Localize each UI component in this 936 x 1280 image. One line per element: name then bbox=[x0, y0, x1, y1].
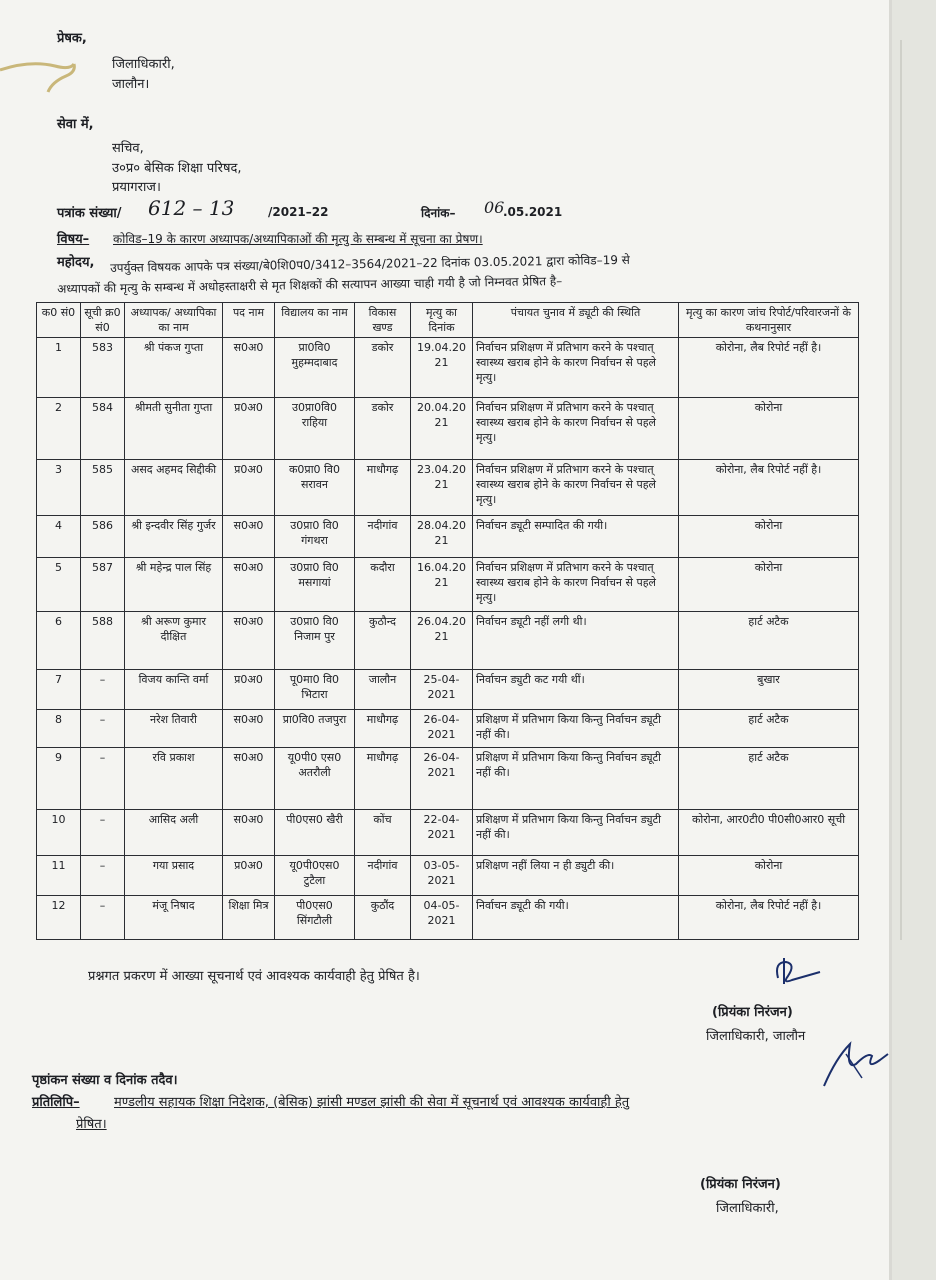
cell-teacher-name: श्री अरूण कुमार दीक्षित bbox=[125, 612, 223, 670]
cell-school: पी0एस0 सिंगटौली bbox=[275, 896, 355, 940]
cell-teacher-name: विजय कान्ति वर्मा bbox=[125, 670, 223, 710]
recipient-label: सेवा में, bbox=[57, 117, 94, 132]
table-header-row bbox=[37, 303, 859, 338]
teacher-death-table bbox=[36, 302, 859, 940]
cell-duty-status: प्रशिक्षण में प्रतिभाग किया किन्तु निर्वाचन ड्यूटी नहीं की। bbox=[473, 748, 679, 810]
header-sno: क0 सं0 bbox=[37, 303, 81, 338]
cell-cause: कोरोना, लैब रिपोर्ट नहीं है। bbox=[679, 460, 859, 516]
cell-teacher-name: नरेश तिवारी bbox=[125, 710, 223, 748]
table-row bbox=[37, 398, 859, 460]
cell-duty-status: प्रशिक्षण में प्रतिभाग किया किन्तु निर्वाचन ड्युटी नहीं की। bbox=[473, 810, 679, 856]
cell-post: प्र0अ0 bbox=[223, 856, 275, 896]
subject-text: कोविड–19 के कारण अध्यापक/अध्यापिकाओं की मृत्यु के सम्बन्ध में सूचना का प्रेषण। bbox=[113, 232, 483, 246]
cell-death-date: 26-04-2021 bbox=[411, 710, 473, 748]
cell-list-no: 586 bbox=[81, 516, 125, 558]
cell-sno: 8 bbox=[37, 710, 81, 748]
cell-death-date: 20.04.2021 bbox=[411, 398, 473, 460]
cell-sno: 10 bbox=[37, 810, 81, 856]
cell-death-date: 03-05-2021 bbox=[411, 856, 473, 896]
cell-block: कोंच bbox=[355, 810, 411, 856]
sender-label: प्रेषक, bbox=[57, 31, 87, 46]
reference-year: /2021–22 bbox=[268, 205, 329, 219]
cell-post: प्र0अ0 bbox=[223, 460, 275, 516]
binding-string bbox=[0, 56, 80, 96]
cell-school: पू0मा0 वि0 भिटारा bbox=[275, 670, 355, 710]
reference-label: पत्रांक संख्या/ bbox=[57, 206, 122, 221]
recipient-line1: सचिव, bbox=[112, 141, 144, 156]
header-death-date: मृत्यु का दिनांक bbox=[411, 303, 473, 338]
cell-block: डकोर bbox=[355, 338, 411, 398]
cell-list-no: – bbox=[81, 856, 125, 896]
cell-list-no: 588 bbox=[81, 612, 125, 670]
cell-sno: 4 bbox=[37, 516, 81, 558]
date-handwritten: 06 bbox=[484, 198, 505, 217]
cell-school: उ0प्रा0वि0 राहिया bbox=[275, 398, 355, 460]
cell-cause: कोरोना bbox=[679, 516, 859, 558]
cell-block: माधौगढ़ bbox=[355, 748, 411, 810]
cell-cause: बुखार bbox=[679, 670, 859, 710]
cell-cause: कोरोना, लैब रिपोर्ट नहीं है। bbox=[679, 338, 859, 398]
intro-line2: अध्यापकों की मृत्यु के सम्बन्ध में अधोहस्ताक्षरी से मृत शिक्षकों की सत्यापन आख्या चाही गयी है जो निम्नवत प्रेषित है– bbox=[57, 274, 563, 296]
subject-label: विषय– bbox=[57, 232, 90, 247]
cell-list-no: 585 bbox=[81, 460, 125, 516]
cell-duty-status: निर्वाचन ड्यूटी सम्पादित की गयी। bbox=[473, 516, 679, 558]
cell-duty-status: निर्वाचन ड्युटी कट गयी थीं। bbox=[473, 670, 679, 710]
cell-sno: 5 bbox=[37, 558, 81, 612]
cell-death-date: 28.04.2021 bbox=[411, 516, 473, 558]
table-row bbox=[37, 516, 859, 558]
cell-list-no: – bbox=[81, 670, 125, 710]
cell-school: क0प्रा0 वि0 सरावन bbox=[275, 460, 355, 516]
table-row bbox=[37, 896, 859, 940]
cell-duty-status: निर्वाचन प्रशिक्षण में प्रतिभाग करने के पश्चात् स्वास्थ्य खराब होने के कारण निर्वाचन से पहले मृत्यु। bbox=[473, 460, 679, 516]
closing-line: प्रश्नगत प्रकरण में आख्या सूचनार्थ एवं आवश्यक कार्यवाही हेतु प्रेषित है। bbox=[88, 969, 420, 984]
cell-duty-status: निर्वाचन ड्यूटी की गयी। bbox=[473, 896, 679, 940]
header-list-no: सूची क्र0 सं0 bbox=[81, 303, 125, 338]
cell-school: यू0पी0 एस0 अतरौली bbox=[275, 748, 355, 810]
cell-post: स0अ0 bbox=[223, 516, 275, 558]
cell-block: नदीगांव bbox=[355, 856, 411, 896]
cell-list-no: 587 bbox=[81, 558, 125, 612]
cell-teacher-name: गया प्रसाद bbox=[125, 856, 223, 896]
header-duty-status: पंचायत चुनाव में ड्यूटी की स्थिति bbox=[473, 303, 679, 338]
cell-teacher-name: श्रीमती सुनीता गुप्ता bbox=[125, 398, 223, 460]
cell-school: प्रा0वि0 मुहम्मदाबाद bbox=[275, 338, 355, 398]
table-row bbox=[37, 338, 859, 398]
table-row bbox=[37, 612, 859, 670]
cell-cause: हार्ट अटैक bbox=[679, 748, 859, 810]
signature1-designation: जिलाधिकारी, जालौन bbox=[706, 1029, 806, 1044]
cell-block: माधौगढ़ bbox=[355, 710, 411, 748]
cell-sno: 7 bbox=[37, 670, 81, 710]
signature-scribble-1 bbox=[770, 956, 830, 988]
cell-cause: हार्ट अटैक bbox=[679, 612, 859, 670]
cell-death-date: 04-05-2021 bbox=[411, 896, 473, 940]
signature-scribble-2 bbox=[816, 1034, 892, 1094]
table-row bbox=[37, 810, 859, 856]
date-rest: .05.2021 bbox=[503, 205, 563, 219]
cell-school: उ0प्रा0 वि0 निजाम पुर bbox=[275, 612, 355, 670]
cell-post: स0अ0 bbox=[223, 612, 275, 670]
header-post: पद नाम bbox=[223, 303, 275, 338]
table-row bbox=[37, 670, 859, 710]
table-row bbox=[37, 460, 859, 516]
cell-cause: कोरोना bbox=[679, 856, 859, 896]
signature1-name: (प्रियंका निरंजन) bbox=[712, 1005, 793, 1020]
header-cause: मृत्यु का कारण जांच रिपोर्ट/परिवारजनों के कथनानुसार bbox=[679, 303, 859, 338]
cell-post: स0अ0 bbox=[223, 748, 275, 810]
cell-sno: 11 bbox=[37, 856, 81, 896]
cell-block: कुठौन्द bbox=[355, 612, 411, 670]
table-row bbox=[37, 558, 859, 612]
cell-block: कुठौंद bbox=[355, 896, 411, 940]
cell-death-date: 16.04.2021 bbox=[411, 558, 473, 612]
cell-death-date: 25-04-2021 bbox=[411, 670, 473, 710]
cell-school: उ0प्रा0 वि0 मसगायां bbox=[275, 558, 355, 612]
signature2-designation: जिलाधिकारी, bbox=[716, 1201, 779, 1216]
signature2-name: (प्रियंका निरंजन) bbox=[700, 1177, 781, 1192]
cell-duty-status: प्रशिक्षण नहीं लिया न ही ड्युटी की। bbox=[473, 856, 679, 896]
cell-duty-status: निर्वाचन प्रशिक्षण में प्रतिभाग करने के पश्चात् स्वास्थ्य खराब होने के कारण निर्वाचन से पहले मृत्यु। bbox=[473, 338, 679, 398]
cell-teacher-name: श्री पंकज गुप्ता bbox=[125, 338, 223, 398]
cell-sno: 6 bbox=[37, 612, 81, 670]
cell-cause: कोरोना, लैब रिपोर्ट नहीं है। bbox=[679, 896, 859, 940]
cell-block: नदीगांव bbox=[355, 516, 411, 558]
cell-post: प्र0अ0 bbox=[223, 398, 275, 460]
cell-cause: कोरोना bbox=[679, 558, 859, 612]
cell-school: प्रा0वि0 तजपुरा bbox=[275, 710, 355, 748]
cell-teacher-name: श्री इन्दवीर सिंह गुर्जर bbox=[125, 516, 223, 558]
cell-death-date: 26.04.2021 bbox=[411, 612, 473, 670]
cell-block: माधौगढ़ bbox=[355, 460, 411, 516]
cell-list-no: 584 bbox=[81, 398, 125, 460]
endorsement-title: पृष्ठांकन संख्या व दिनांक तदैव। bbox=[32, 1073, 178, 1088]
cell-cause: कोरोना, आर0टी0 पी0सी0आर0 सूची bbox=[679, 810, 859, 856]
cell-list-no: – bbox=[81, 810, 125, 856]
cell-block: डकोर bbox=[355, 398, 411, 460]
cell-post: स0अ0 bbox=[223, 338, 275, 398]
cell-death-date: 26-04-2021 bbox=[411, 748, 473, 810]
cell-sno: 9 bbox=[37, 748, 81, 810]
cell-post: प्र0अ0 bbox=[223, 670, 275, 710]
cell-teacher-name: मंजू निषाद bbox=[125, 896, 223, 940]
cell-post: स0अ0 bbox=[223, 710, 275, 748]
cell-block: जालौन bbox=[355, 670, 411, 710]
table-row bbox=[37, 856, 859, 896]
copy-label: प्रतिलिपि– bbox=[32, 1095, 80, 1110]
cell-cause: हार्ट अटैक bbox=[679, 710, 859, 748]
cell-list-no: – bbox=[81, 896, 125, 940]
salutation: महोदय, bbox=[57, 255, 95, 270]
cell-list-no: – bbox=[81, 748, 125, 810]
header-teacher-name: अध्यापक/ अध्यापिका का नाम bbox=[125, 303, 223, 338]
cell-duty-status: निर्वाचन प्रशिक्षण में प्रतिभाग करने के पश्चात् स्वास्थ्य खराब होने के कारण निर्वाचन से पहले मृत्यु। bbox=[473, 558, 679, 612]
recipient-line3: प्रयागराज। bbox=[112, 180, 161, 195]
cell-list-no: 583 bbox=[81, 338, 125, 398]
cell-list-no: – bbox=[81, 710, 125, 748]
cell-teacher-name: श्री महेन्द्र पाल सिंह bbox=[125, 558, 223, 612]
cell-duty-status: निर्वाचन ड्यूटी नहीं लगी थी। bbox=[473, 612, 679, 670]
table-row bbox=[37, 748, 859, 810]
cell-sno: 2 bbox=[37, 398, 81, 460]
date-label: दिनांक– bbox=[421, 206, 456, 220]
cell-school: पी0एस0 खैरी bbox=[275, 810, 355, 856]
copy-text: मण्डलीय सहायक शिक्षा निदेशक, (बेसिक) झांसी मण्डल झांसी की सेवा में सूचनार्थ एवं आवश्यक कार्यवाही हेतु bbox=[114, 1095, 630, 1110]
cell-duty-status: प्रशिक्षण में प्रतिभाग किया किन्तु निर्वाचन ड्यूटी नहीं की। bbox=[473, 710, 679, 748]
table-row bbox=[37, 710, 859, 748]
header-school: विद्यालय का नाम bbox=[275, 303, 355, 338]
recipient-line2: उ०प्र० बेसिक शिक्षा परिषद, bbox=[112, 161, 242, 176]
cell-death-date: 19.04.2021 bbox=[411, 338, 473, 398]
cell-school: यू0पी0एस0 टुटैला bbox=[275, 856, 355, 896]
cell-school: उ0प्रा0 वि0 गंगथरा bbox=[275, 516, 355, 558]
cell-death-date: 23.04.2021 bbox=[411, 460, 473, 516]
cell-death-date: 22-04-2021 bbox=[411, 810, 473, 856]
background-paper-edge bbox=[892, 0, 936, 1280]
cell-teacher-name: रवि प्रकाश bbox=[125, 748, 223, 810]
copy-text-continued: प्रेषित। bbox=[76, 1117, 107, 1132]
reference-handwritten-number: 612 – 13 bbox=[148, 196, 235, 220]
cell-post: स0अ0 bbox=[223, 810, 275, 856]
cell-post: शिक्षा मित्र bbox=[223, 896, 275, 940]
cell-sno: 3 bbox=[37, 460, 81, 516]
cell-teacher-name: असद अहमद सिद्दीकी bbox=[125, 460, 223, 516]
sender-line2: जालौन। bbox=[112, 77, 150, 92]
cell-teacher-name: आसिद अली bbox=[125, 810, 223, 856]
cell-block: कदौरा bbox=[355, 558, 411, 612]
cell-sno: 1 bbox=[37, 338, 81, 398]
cell-duty-status: निर्वाचन प्रशिक्षण में प्रतिभाग करने के पश्चात् स्वास्थ्य खराब होने के कारण निर्वाचन से पहले मृत्यु। bbox=[473, 398, 679, 460]
sender-line1: जिलाधिकारी, bbox=[112, 57, 175, 72]
cell-sno: 12 bbox=[37, 896, 81, 940]
header-block: विकास खण्ड bbox=[355, 303, 411, 338]
cell-cause: कोरोना bbox=[679, 398, 859, 460]
cell-post: स0अ0 bbox=[223, 558, 275, 612]
intro-line1: उपर्युक्त विषयक आपके पत्र संख्या/बे0शि0प0/3412–3564/2021–22 दिनांक 03.05.2021 द्वारा कोविड–19 से bbox=[110, 252, 630, 275]
